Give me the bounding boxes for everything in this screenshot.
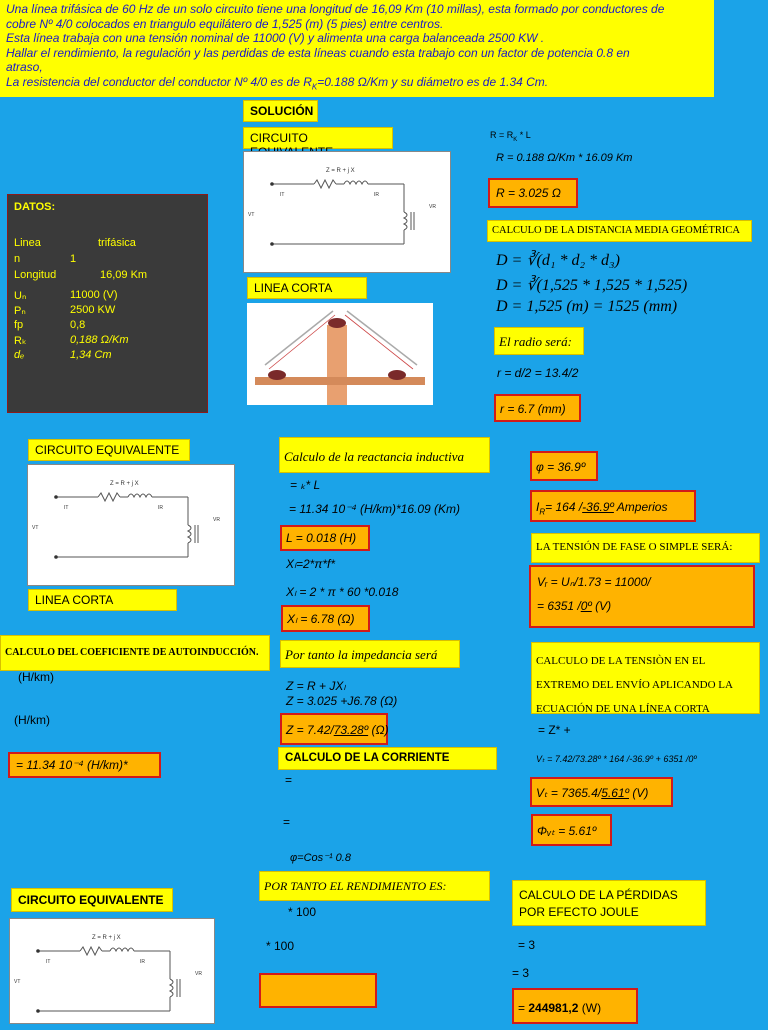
self-inductance-title: CALCULO DEL COEFICIENTE DE AUTOINDUCCIÓN. (0, 635, 270, 671)
svg-text:VT: VT (248, 212, 255, 218)
sending-voltage-substitution: Vₜ = 7.42/73.28º * 164 /-36.9º + 6351 /0º (536, 754, 697, 764)
svg-text:IT: IT (46, 959, 51, 965)
efficiency-result (259, 973, 377, 1008)
solution-label: SOLUCIÓN (243, 100, 318, 122)
phi-result: φ = 36.9º (530, 451, 598, 481)
phase-voltage-title: LA TENSIÓN DE FASE O SIMPLE SERÁ: (531, 533, 760, 563)
svg-text:IT: IT (280, 192, 285, 198)
svg-text:VT: VT (32, 525, 39, 531)
svg-text:Z = R + j X: Z = R + j X (110, 481, 139, 487)
svg-text:VR: VR (213, 517, 220, 523)
impedance-label: Z = R + j X (326, 168, 355, 174)
radius-result: r = 6.7 (mm) (494, 394, 581, 422)
svg-text:IR: IR (374, 192, 379, 198)
transmission-pole-illustration (247, 303, 433, 405)
hkm-unit: (H/km) (18, 670, 54, 684)
dmg-equation-3: D = 1,525 (m) = 1525 (mm) (496, 298, 678, 315)
resistance-calc: R = 0.188 Ω/Km * 16.09 Km (496, 152, 633, 164)
svg-text:Z = R + j X: Z = R + j X (92, 935, 121, 941)
impedance-result: Z = 7.42/73.28º (Ω) (280, 713, 388, 745)
dmg-equation-1: D = ∛(d₁ * d₂ * d₃) (496, 252, 620, 269)
sending-voltage-result: Vₜ = 7365.4/5.61º (V) (530, 777, 673, 807)
dmg-equation-2: D = ∛(1,525 * 1,525 * 1,525) (496, 277, 688, 294)
equivalent-circuit-label: CIRCUITO EQUIVALENTE (28, 439, 190, 461)
equivalent-circuit-diagram (9, 918, 215, 1024)
svg-text:VR: VR (195, 971, 202, 977)
radius-calc: r = d/2 = 13.4/2 (497, 366, 579, 380)
sending-voltage-title: CALCULO DE LA TENSIÒN EN EL EXTREMO DEL ENVÍO APLICANDO LA ECUACIÓN DE UNA LÍNEA CORTA (531, 642, 760, 714)
self-inductance-result: = 11.34 10⁻⁴ (H/km)* (8, 752, 161, 778)
problem-statement (0, 0, 714, 97)
statement-line: Esta línea trabaja con una tensión nominal de 11000 (V) y alimenta una carga balanceada 2500 KW . (6, 31, 545, 45)
radius-title: El radio será: (494, 327, 584, 355)
sending-voltage-equation: = Z* + (538, 723, 571, 737)
equivalent-circuit-diagram (243, 151, 451, 273)
resistance-result: R = 3.025 Ω (488, 178, 578, 208)
reactance-title: Calculo de la reactancia inductiva (279, 437, 490, 473)
statement-line: La resistencia del conductor del conductor Nº 4/0 es de $R_K=0.188$ Ω/Km y su diámetro es de 1.34 Cm. (6, 74, 549, 91)
statement-line: cobre Nº 4/0 colocados en triangulo equilátero de 1,525 (m) (5 pies) entre centros. (6, 16, 444, 31)
data-title: DATOS: (14, 201, 56, 213)
inductance-formula: = ₖ* L (290, 478, 321, 492)
impedance-formula: Z = R + JXₗ (286, 679, 346, 693)
losses-equation: = 3 (518, 938, 536, 952)
svg-text:VR: VR (429, 204, 436, 210)
short-line-label: LINEA CORTA (28, 589, 177, 611)
hkm-unit: (H/km) (14, 713, 50, 727)
current-result: $I_R= 164$ /-36.9º Amperios (530, 490, 696, 522)
efficiency-title: POR TANTO EL RENDIMIENTO ES: (259, 871, 490, 901)
equivalent-circuit-label: CIRCUITO (243, 127, 393, 149)
data-panel: DATOS: Linea trifásica n 1 Longitud 16,09 Km Uₙ 11000 (V) Pₙ 2500 KW fp 0,8 Rₖ 0,188 Ω/Km dₑ 1,34 Cm (7, 194, 208, 413)
reactance-result: Xₗ = 6.78 (Ω) (281, 605, 370, 632)
svg-text:IT: IT (64, 505, 69, 511)
sending-angle-result: Φᵥₜ = 5.61º (531, 814, 612, 846)
statement-line: Una línea trifásica de 60 Hz de un solo circuito tiene una longitud de 16,09 Km (10 millas), esta formado por conductores de (6, 2, 665, 16)
reactance-calc: Xₗ = 2 * π * 60 *0.018 (286, 585, 399, 599)
joule-losses-result: = 244981,2 (W) (512, 988, 638, 1024)
efficiency-equation: * 100 (288, 905, 317, 919)
phi-formula: φ=Cos⁻¹ 0.8 (290, 852, 351, 864)
current-title: CALCULO DE LA CORRIENTE (278, 747, 497, 770)
impedance-title: Por tanto la impedancia será (280, 640, 460, 668)
resistance-formula: $R = R_K * L$ (490, 130, 531, 143)
svg-text:IR: IR (158, 505, 163, 511)
phase-voltage-result: Vᵣ = Uₙ/1.73 = 11000/ = 6351 /0º (V) (529, 565, 755, 628)
reactance-formula: Xₗ=2*π*f* (286, 557, 336, 571)
current-equation: = (283, 815, 291, 829)
efficiency-equation: * 100 (266, 939, 295, 953)
statement-line: atraso, (6, 60, 43, 74)
inductance-result: L = 0.018 (H) (280, 525, 370, 551)
joule-losses-title: CALCULO DE LA PÉRDIDAS POR EFECTO JOULE (512, 880, 706, 926)
dmg-title: CALCULO DE LA DISTANCIA MEDIA GEOMÉTRICA (487, 220, 752, 242)
losses-equation: = 3 (512, 966, 530, 980)
equivalent-circuit-diagram (27, 464, 235, 586)
impedance-calc: Z = 3.025 +J6.78 (Ω) (286, 694, 398, 708)
inductance-calc: = 11.34 10⁻⁴ (H/km)*16.09 (Km) (289, 502, 461, 516)
equivalent-circuit-label: CIRCUITO EQUIVALENTE (11, 888, 173, 912)
short-line-label: LINEA CORTA (247, 277, 367, 299)
svg-text:IR: IR (140, 959, 145, 965)
current-equation: = (285, 773, 293, 787)
statement-line: Hallar el rendimiento, la regulación y las perdidas de esta líneas cuando esta trabajo con un factor de potencia 0.8 en (6, 45, 630, 60)
svg-text:VT: VT (14, 979, 21, 985)
